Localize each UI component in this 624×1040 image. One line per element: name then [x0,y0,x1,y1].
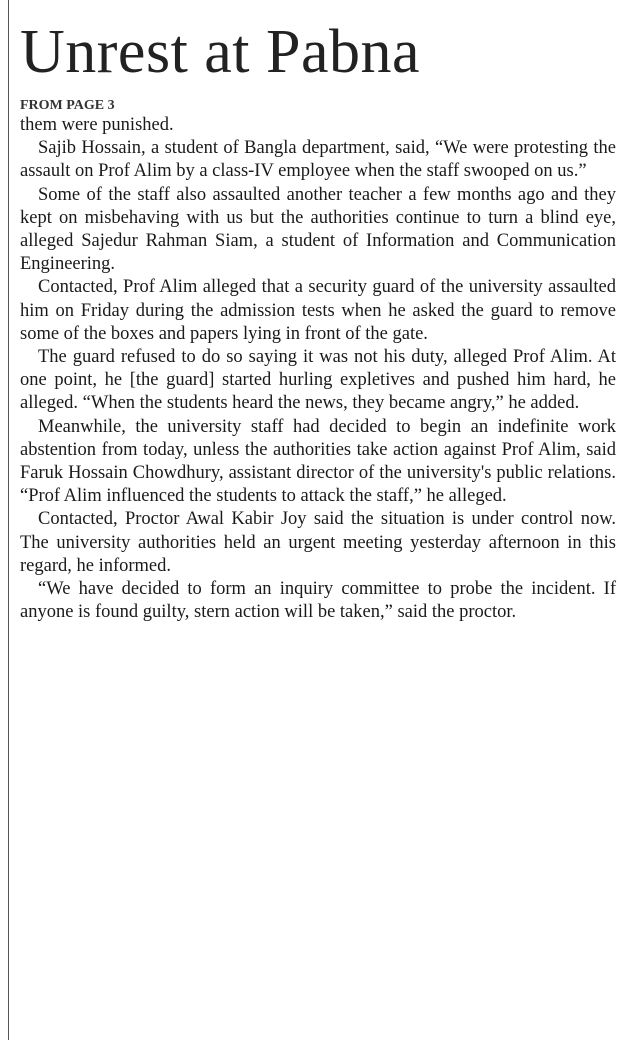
headline: Unrest at Pabna [20,18,421,86]
paragraph: Meanwhile, the university staff had decided to begin an indefinite work abstention from today, unless the authorities take action against Prof Alim, said Faruk Hossain Chowdhury, assistant director of the university's public relations. “Prof Alim influenced the students to attack the staff,” he alleged. [20,416,616,507]
paragraph: them were punished. [20,115,174,135]
paragraph: Sajib Hossain, a student of Bangla department, said, “We were protesting the assault on Prof Alim by a class-IV employee when the staff swooped on us.” [20,138,616,182]
paragraph: Contacted, Prof Alim alleged that a security guard of the university assaulted him on Friday during the admission tests when he asked the guard to remove some of the boxes and papers lying in front of the gate. [20,277,616,344]
article-body [20,114,616,624]
paragraph: Some of the staff also assaulted another teacher a few months ago and they kept on misbehaving with us but the authorities continue to turn a blind eye, alleged Sajedur Rahman Siam, a student of Information and Communication Engineering. [20,184,616,275]
paragraph: “We have decided to form an inquiry committee to probe the incident. If anyone is found guilty, stern action will be taken,” said the proctor. [20,579,616,623]
news-article [20,14,616,624]
paragraph: The guard refused to do so saying it was not his duty, alleged Prof Alim. At one point, he [the guard] started hurling expletives and pushed him hard, he alleged. “When the students heard the news, they became angry,” he added. [20,347,616,414]
paragraph: Contacted, Proctor Awal Kabir Joy said the situation is under control now. The university authorities held an urgent meeting yesterday afternoon in this regard, he informed. [20,509,616,576]
jump-line: FROM PAGE 3 [20,98,115,113]
column-rule [8,0,9,1040]
